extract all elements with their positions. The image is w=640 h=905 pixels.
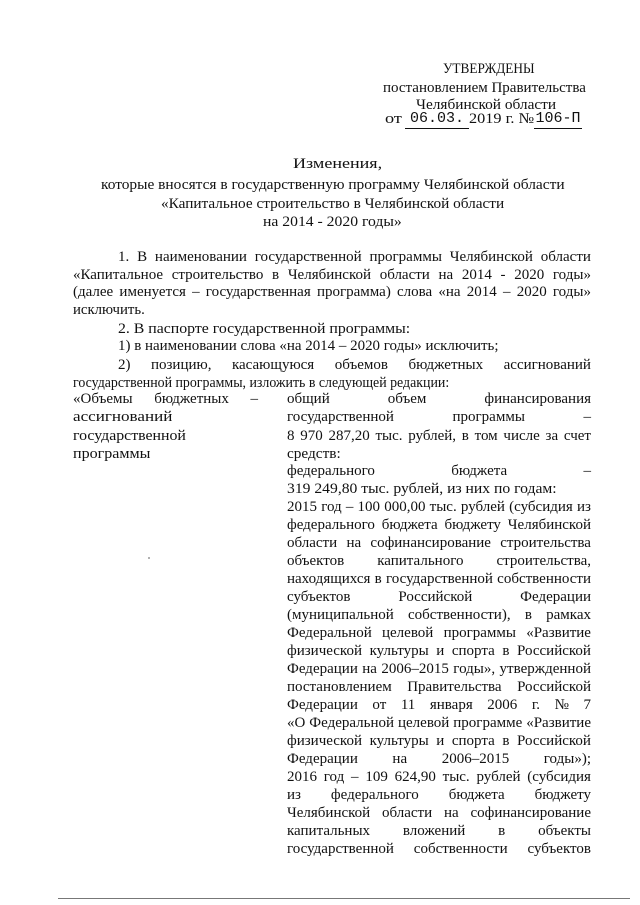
table-right-line: субъектов Российской Федерации [287,589,591,605]
table-right-line: федерального бюджета бюджету Челябинской [287,517,591,533]
title-line: на 2014 - 2020 годы» [263,214,402,230]
approval-resolution-line: постановлением Правительства [383,80,586,96]
body-line: (далее именуется – государственная программа) слова «на 2014 – 2020 годы» [73,284,591,300]
table-right-line: 319 249,80 тыс. рублей, из них по годам: [287,481,557,497]
table-right-line: объектов капитального строительства, [287,553,591,569]
approval-number-field: 106-П [535,110,581,127]
table-right-line: средств: [287,446,341,462]
table-right-line: 8 970 287,20 тыс. рублей, в том числе за счет [287,428,591,444]
body-line: 2) позицию, касающуюся объемов бюджетных ассигнований [118,357,591,373]
table-right-line: общий объем финансирования [287,391,591,407]
table-right-line: находящихся в государственной собственности [287,571,591,587]
table-left-line: государственной [73,428,186,444]
scan-speck [148,557,150,559]
table-right-line: 2015 год – 100 000,00 тыс. рублей (субсидия из [287,499,591,515]
table-right-line: Челябинской области на софинансирование [287,805,591,821]
title-line: «Капитальное строительство в Челябинской области [161,196,505,212]
body-line: 1. В наименовании государственной программы Челябинской области [118,249,591,265]
table-right-line: области на софинансирование строительства [287,535,591,551]
table-right-line: Федерации на 2006–2015 годы», утвержденной [287,661,591,677]
body-line: 1) в наименовании слова «на 2014 – 2020 годы» исключить; [118,338,499,354]
body-line: государственной программы, изложить в следующей редакции: [73,375,450,391]
approval-heading: УТВЕРЖДЕНЫ [443,61,535,77]
table-left-line: ассигнований [73,409,173,425]
approval-year-suffix: 2019 г. № [469,111,535,127]
table-right-line: физической культуры и спорта в Российской [287,733,591,749]
table-right-line: из федерального бюджета бюджету [287,787,591,803]
table-right-line: физической культуры и спорта в Российской [287,643,591,659]
table-right-line: Федерации от 11 января 2006 г. № 7 [287,697,591,713]
table-right-line: (муниципальной собственности), в рамках [287,607,591,623]
table-right-line: федерального бюджета – [287,463,591,479]
approval-region-line: Челябинской области [416,97,557,113]
table-left-line: «Объемы бюджетных – [73,391,258,407]
table-right-line: государственной собственности субъектов [287,841,591,857]
table-right-line: капитальных вложений в объекты [287,823,591,839]
body-line: «Капитальное строительство в Челябинской области на 2014 - 2020 годы» [73,267,591,283]
table-left-line: программы [73,446,151,462]
table-right-line: «О Федеральной целевой программе «Развитие [287,715,591,731]
table-right-line: 2016 год – 109 624,90 тыс. рублей (субсидия [287,769,591,785]
table-right-line: Федеральной целевой программы «Развитие [287,625,591,641]
approval-from-prefix: от [385,111,402,127]
title-line: которые вносятся в государственную программу Челябинской области [101,177,565,193]
body-line: 2. В паспорте государственной программы: [118,321,411,337]
table-right-line: постановлением Правительства Российской [287,679,591,695]
approval-date-field: 06.03. [405,110,469,129]
title-line: Изменения, [293,156,383,172]
page-bottom-rule [58,898,630,899]
table-right-line: государственной программы – [287,409,591,425]
table-right-line: Федерации на 2006–2015 годы»); [287,751,591,767]
body-line: исключить. [73,302,145,318]
